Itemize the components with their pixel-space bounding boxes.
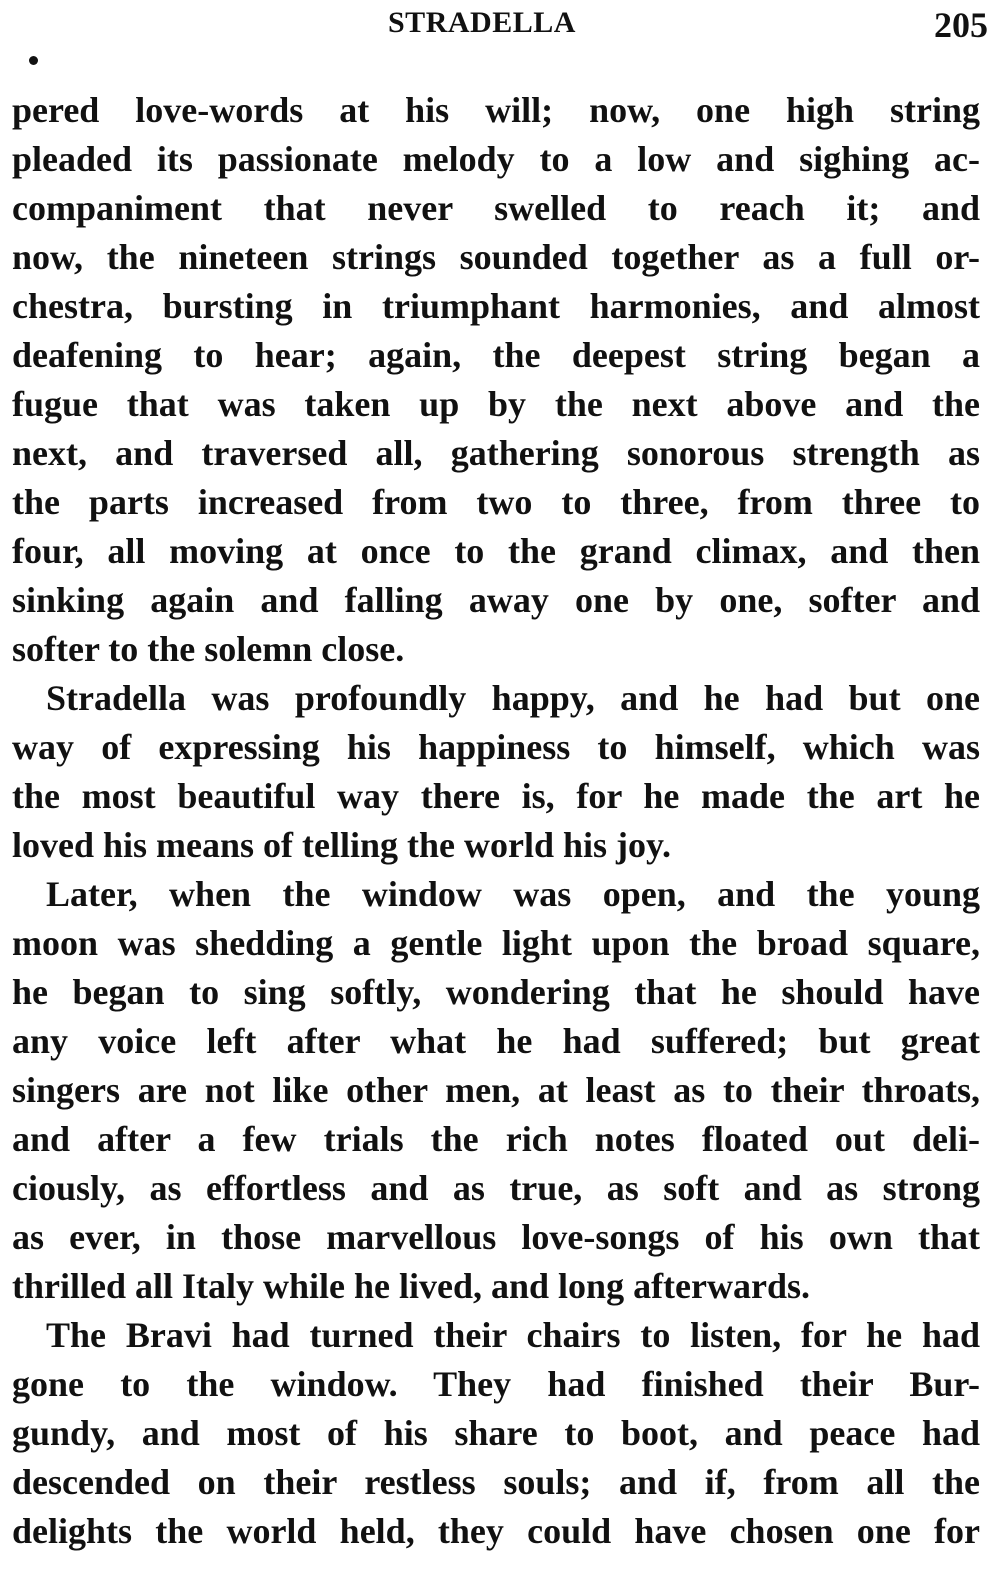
text-line: gundy, and most of his share to boot, and peace had (12, 1413, 980, 1453)
header-title: STRADELLA (388, 6, 576, 39)
running-header (0, 4, 1000, 48)
text-line: pleaded its passionate melody to a low and sighing ac- (12, 139, 980, 179)
text-line: now, the nineteen strings sounded together as a full or- (12, 237, 980, 277)
text-line: descended on their restless souls; and if, from all the (12, 1462, 980, 1502)
text-line: four, all moving at once to the grand climax, and then (12, 531, 980, 571)
text-line: thrilled all Italy while he lived, and long afterwards. (12, 1266, 811, 1306)
paragraph-start-line: Later, when the window was open, and the young (46, 874, 980, 914)
text-line: delights the world held, they could have chosen one for (12, 1511, 980, 1551)
text-line: as ever, in those marvellous love-songs of his own that (12, 1217, 980, 1257)
text-line: way of expressing his happiness to himself, which was (12, 727, 980, 767)
text-line: moon was shedding a gentle light upon the broad square, (12, 923, 980, 963)
paragraph-start-line: The Bravi had turned their chairs to listen, for he had (46, 1315, 980, 1355)
print-speck (29, 56, 38, 65)
text-line: the most beautiful way there is, for he made the art he (12, 776, 980, 816)
text-line: softer to the solemn close. (12, 629, 405, 669)
body-text (12, 86, 980, 1556)
text-line: pered love-words at his will; now, one high string (12, 90, 980, 130)
text-line: chestra, bursting in triumphant harmonies, and almost (12, 286, 980, 326)
text-line: sinking again and falling away one by one, softer and (12, 580, 980, 620)
text-line: the parts increased from two to three, from three to (12, 482, 980, 522)
text-line: companiment that never swelled to reach it; and (12, 188, 980, 228)
text-line: he began to sing softly, wondering that he should have (12, 972, 980, 1012)
text-line: any voice left after what he had suffered; but great (12, 1021, 980, 1061)
page-number: 205 (934, 5, 988, 45)
text-line: and after a few trials the rich notes floated out deli- (12, 1119, 980, 1159)
paragraph-start-line: Stradella was profoundly happy, and he had but one (46, 678, 980, 718)
text-line: fugue that was taken up by the next above and the (12, 384, 980, 424)
text-line: next, and traversed all, gathering sonorous strength as (12, 433, 980, 473)
text-line: gone to the window. They had finished their Bur- (12, 1364, 980, 1404)
text-line: loved his means of telling the world his joy. (12, 825, 672, 865)
text-line: deafening to hear; again, the deepest string began a (12, 335, 980, 375)
text-line: singers are not like other men, at least as to their throats, (12, 1070, 980, 1110)
text-line: ciously, as effortless and as true, as soft and as strong (12, 1168, 980, 1208)
